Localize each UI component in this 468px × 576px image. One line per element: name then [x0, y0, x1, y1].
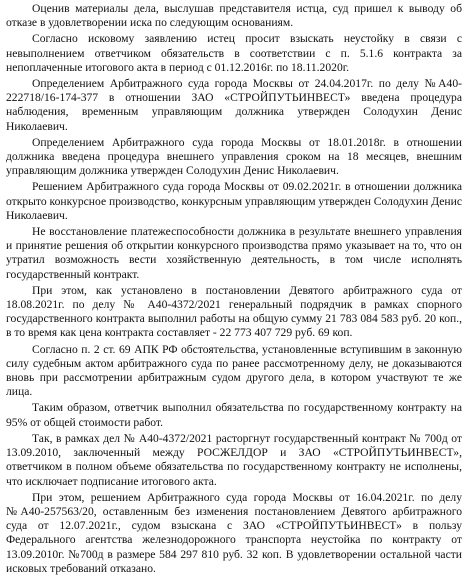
paragraph-5: Решением Арбитражного суда города Москвы от 09.02.2021г. в отношении должника открыто конкурсное производство, конкурсным управляющим утвержден Солодухин Денис Николаевич.: [6, 180, 462, 222]
paragraph-8: Согласно п. 2 ст. 69 АПК РФ обстоятельства, установленные вступившим в законную силу судебным актом арбитражного суда по ранее рассмотренному делу, не доказываются вновь при рассмотрении арбитражным судом другого дела, в котором участвуют те же лица.: [6, 342, 462, 399]
paragraph-10: Так, в рамках дел № А40-4372/2021 расторгнут государственный контракт № 700д от 13.09.2010, заключенный между РОСЖЕЛДОР и ЗАО «СТРОЙПУТЬИНВЕСТ», ответчиком в полном объеме обязательства по государственному контракту не исполнены, что исключает подписание итогового акта.: [6, 431, 462, 488]
paragraph-7: При этом, как установлено в постановлении Девятого арбитражного суда от 18.08.2021г. по делу № А40-4372/2021 генеральный подрядчик в рамках спорного государственного контракта выполнил работы на общую сумму 21 783 084 583 руб. 20 коп., в то время как цена контракта составляет - 22 773 407 729 руб. 69 коп.: [6, 283, 462, 340]
paragraph-9: Таким образом, ответчик выполнил обязательства по государственному контракту на 95% от общей стоимости работ.: [6, 401, 462, 429]
paragraph-4: Определением Арбитражного суда города Москвы от 18.01.2018г. в отношении должника введена процедура внешнего управления сроком на 18 месяцев, внешним управляющим должника утвержден Солодухин Денис Николаевич.: [6, 135, 462, 178]
paragraph-2: Согласно исковому заявлению истец просит взыскать неустойку в связи с невыполнением ответчиком обязательств в соответствии с п. 5.1.6 контракта за непоплаченные итогового акта в период с 01.12.2016г. по 18.11.2020г.: [6, 32, 462, 74]
paragraph-3: Определением Арбитражного суда города Москвы от 24.04.2017г. по делу №А40-222718/16-174-377 в отношении ЗАО «СТРОЙПУТЬИНВЕСТ» введена процедура наблюдения, временным управляющим должника утвержден Солодухин Денис Николаевич.: [6, 77, 462, 133]
paragraph-1: Оценив материалы дела, выслушав представителя истца, суд пришел к выводу об отказе в удовлетворении иска по следующим основаниям.: [6, 2, 462, 30]
paragraph-11: При этом, решением Арбитражного суда города Москвы от 16.04.2021г. по делу №А40-257563/20, оставленным без изменения постановлением Девятого арбитражного суда от 12.07.2021г., судом взыскана с ЗАО «СТРОЙПУТЬИНВЕСТ» в пользу Федерального агентства железнодорожного транспорта неустойка по контракту от 13.09.2010г. №700д в размере 584 297 810 руб. 32 коп. В удовлетворении остальной части исковых требований отказано.: [6, 490, 462, 575]
paragraph-6: Не восстановление платежеспособности должника в результате внешнего управления и принятие решения об открытии конкурсного производства прямо указывает на то, что он утратил возможность вести хозяйственную деятельность, в том числе исполнять государственный контракт.: [6, 225, 462, 281]
